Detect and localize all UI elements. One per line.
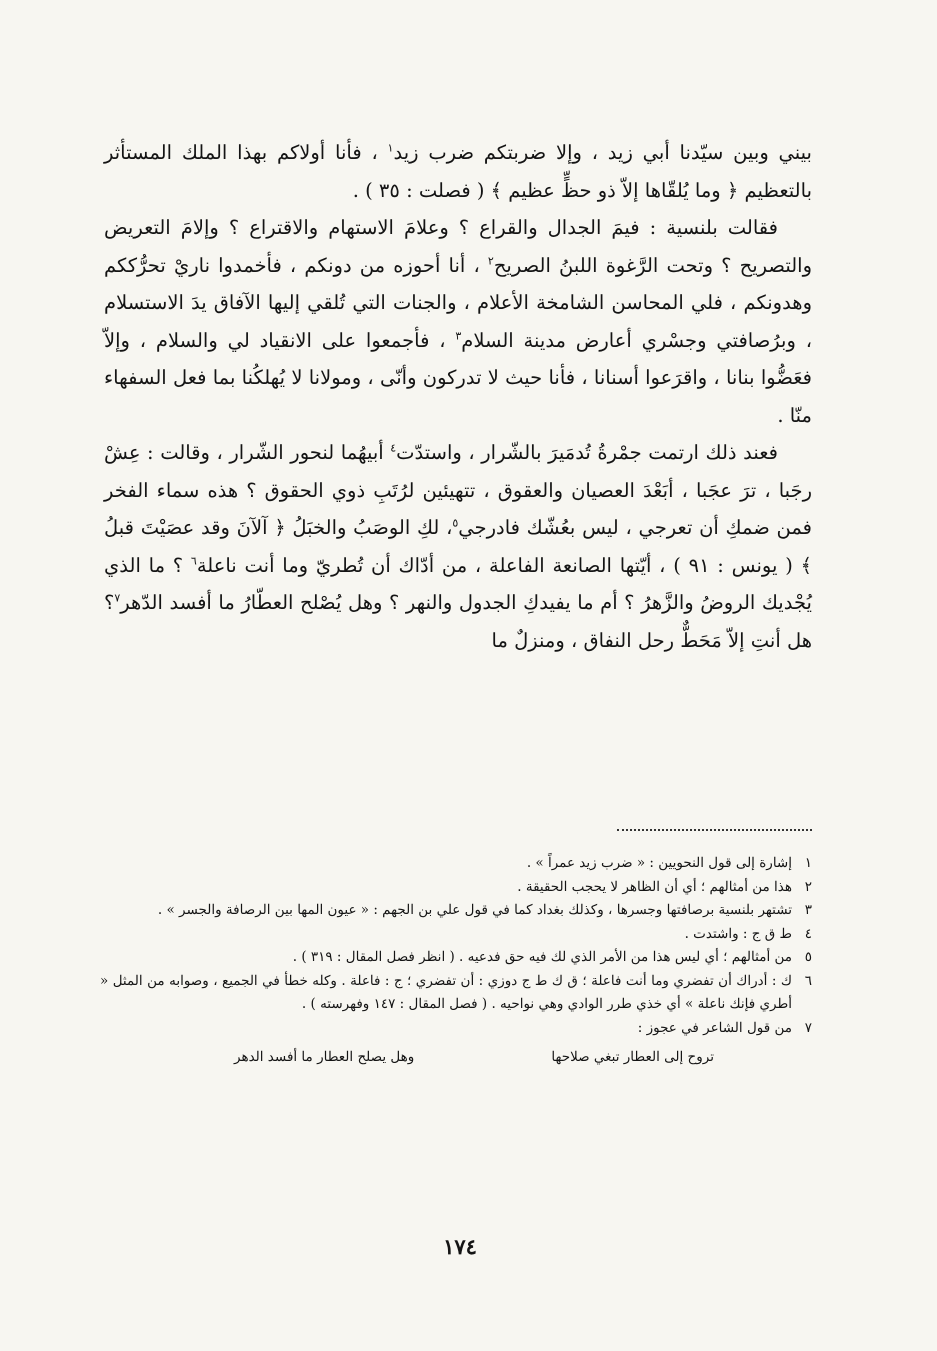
body-text	[104, 134, 812, 659]
footnotes	[100, 852, 812, 1070]
footnote-3: ٣ تشتهر بلنسية برصافتها وجسرها ، وكذلك بغداد كما في قول علي بن الجهم : « عيون المها بين الرصافة والجسر » .	[157, 902, 812, 918]
footnote-ref-6: ٦	[190, 554, 197, 567]
poem-verse	[234, 1046, 714, 1070]
footnote-4: ٤ ط ق ج : واشتدت .	[684, 925, 812, 942]
footnote-ref-3: ٣	[455, 329, 462, 342]
verse-first-hemistich: تروح إلى العطار تبغي صلاحها	[551, 1049, 714, 1065]
footnote-6: ٦ ك : أدراك أن تفضري وما أنت فاعلة ؛ ق ك ط ج دوزي : أن تفضري ؛ ج : فاعلة . وكله خطأ في الجميع ، وصوابه من المثل « أطري فإنك ناعلة » أي خذي طرر الوادي وهي نواحيه . ( فصل المقال : ١٤٧ وفهرسته ) .	[100, 972, 812, 1012]
paragraph-1: بيني وبين سيّدنا أبي زيد ، وإلا ضربتكم ضرب زيد$^١$ ، فأنا أولاكم بهذا الملك المستأثر بالتعظيم ﴿ وما يُلقّاها إلاّ ذو حظٍّ عظيم ﴾ ( فصلت : ٣٥ ) .	[104, 141, 812, 202]
footnote-ref-2: ٢	[487, 254, 494, 267]
footnote-ref-1: ١	[387, 141, 394, 155]
footnote-7: ٧ من قول الشاعر في عجوز :	[637, 1019, 812, 1036]
footnote-ref-4: ٤	[390, 441, 397, 455]
footnote-2: ٢ هذا من أمثالهم ؛ أي أن الظاهر لا يحجب الحقيقة .	[517, 878, 812, 895]
paragraph-3: فعند ذلك ارتمت جمْرةُ تُدمَيرَ بالشّرار ، واستدّت$^٤$ أبيهُما لنحور الشّرار ، وقالت : عِشْ رجَبا ، ترَ عجَبا ، أبَعْدَ العصيان والعقوق ، تتهيئين لرُتَبِ ذوي الحقوق ؟ هذه سماء الفخر فمن ضمكِ أن تعرجي ، ليس بعُشّك فادرجي$^٥$، لكِ الوصَبُ والخبَلُ ﴿ آلآنَ وقد عصَيْتَ قبلُ ﴾ ( يونس : ٩١ ) ، أيّتها الصانعة الفاعلة ، من أدّاك أن تُطريّ وما أنت ناعلة$^٦$ ؟ ما الذي يُجْديك الروضُ والزَّهرُ ؟ أم ما يفيدكِ الجدول والنهر ؟ وهل يُصْلح العطّارُ ما أفسد الدّهر$^٧$؟ هل أنتِ إلاّ مَحَطٌّ رحل النفاق ، ومنزلٌ ما	[104, 441, 812, 652]
footnote-ref-5: ٥	[452, 516, 459, 530]
footnote-divider	[617, 829, 812, 831]
footnote-1: ١ إشارة إلى قول النحويين : « ضرب زيد عمراً » .	[526, 855, 812, 871]
footnote-ref-7: ٧	[114, 591, 121, 605]
page-number: ١٧٤	[443, 1234, 477, 1259]
footnote-5: ٥ من أمثالهم ؛ أي ليس هذا من الأمر الذي لك فيه حق فدعيه . ( انظر فصل المقال : ٣١٩ ) .	[292, 949, 812, 965]
paragraph-2: فقالت بلنسية : فيمَ الجدال والقراع ؟ وعلامَ الاستهام والاقتراع ؟ وإلامَ التعريض والتصريح ؟ وتحت الرَّغوة اللبنُ الصريح$^٢$ ، أنا أحوزه من دونكم ، فأخمدوا ناريْ تحرُّككم وهدونكم ، فلي المحاسن الشامخة الأعلام ، والجنات التي تُلقي إليها الآفاق يدَ الاستسلام ، وبرُصافتي وجسْري أعارض مدينة السلام$^٣$ ، فأجمعوا على الانقياد لي والسلام ، وإلاّ فعَضُّوا بنانا ، واقرَعوا أسنانا ، فأنا حيث لا تدركون وأنّى ، ومولانا لا يُهلكُنا بما فعل السفهاء منّا .	[104, 216, 812, 427]
verse-second-hemistich: وهل يصلح العطار ما أفسد الدهر	[234, 1049, 415, 1065]
